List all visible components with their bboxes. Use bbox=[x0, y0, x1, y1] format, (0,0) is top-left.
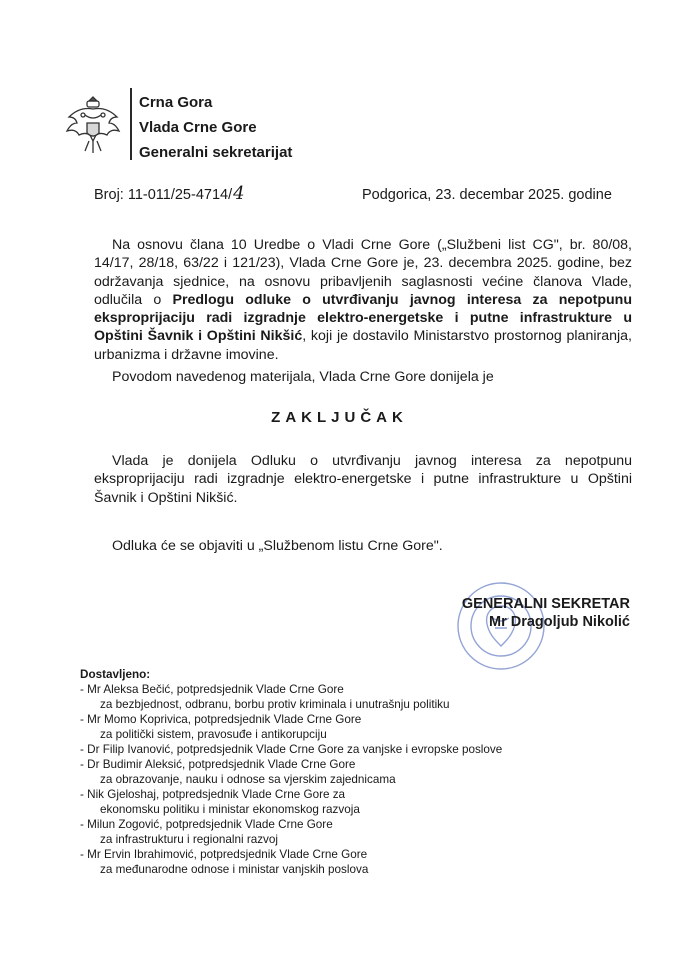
header-divider bbox=[130, 88, 132, 160]
list-item-line: - Milun Zogović, potpredsjednik Vlade Crne Gore bbox=[80, 818, 333, 831]
header-secretariat: Generalni sekretarijat bbox=[139, 144, 293, 161]
list-item-line: - Mr Momo Koprivica, potpredsjednik Vlade Crne Gore bbox=[80, 713, 362, 726]
paragraph-decision bbox=[94, 452, 632, 507]
header-government: Vlada Crne Gore bbox=[139, 119, 257, 136]
paragraph-publication bbox=[94, 537, 632, 555]
signature-name: Mr Dragoljub Nikolić bbox=[489, 614, 630, 630]
paragraph-legal-basis-text: Na osnovu člana 10 Uredbe o Vladi Crne Gore („Službeni list CG", br. 80/08, 14/17, 28/18, 63/22 i 121/23), Vlada Crne Gore je, 23. decembra 2025. godine, bez održavanja sjednice, na osnovu pribavljenih saglasnosti većine članova Vlade, odlučila o bbox=[94, 237, 632, 308]
list-item-sub: za infrastrukturu i regionalni razvoj bbox=[100, 833, 278, 846]
conclusion-heading: ZAKLJUČAK bbox=[271, 409, 408, 426]
list-item-sub: za obrazovanje, nauku i odnose sa vjerskim zajednicama bbox=[100, 773, 396, 786]
paragraph-decision-text: Vlada je donijela Odluku o utvrđivanju javnog interesa za nepotpunu eksproprijaciju radi izgradnje elektro-energetske i putne infrastrukture u Opštini Šavnik i Opštini Nikšić. bbox=[94, 453, 632, 506]
list-item bbox=[80, 682, 620, 712]
list-item-sub: za međunarodne odnose i ministar vanjskih poslova bbox=[100, 863, 369, 876]
list-item-line: - Mr Ervin Ibrahimović, potpredsjednik Vlade Crne Gore bbox=[80, 848, 368, 861]
paragraph-legal-basis bbox=[94, 236, 632, 364]
signature-title: GENERALNI SEKRETAR bbox=[461, 596, 630, 612]
reference-handwritten-suffix: 4 bbox=[233, 183, 245, 204]
header-country: Crna Gora bbox=[139, 94, 213, 111]
list-item bbox=[80, 817, 620, 847]
list-item-line: - Dr Filip Ivanović, potpredsjednik Vlade Crne Gore za vanjske i evropske poslove bbox=[80, 743, 503, 756]
paragraph-adoption bbox=[94, 368, 632, 386]
distribution-list bbox=[80, 667, 620, 877]
list-item-sub: za bezbjednost, odbranu, borbu protiv kriminala i unutrašnju politiku bbox=[100, 698, 450, 711]
list-item bbox=[80, 787, 620, 817]
reference-number-text: Broj: 11-011/25-4714/ bbox=[94, 187, 233, 203]
paragraph-adoption-text: Povodom navedenog materijala, Vlada Crne Gore donijela je bbox=[112, 369, 494, 385]
list-item-line: - Dr Budimir Aleksić, potpredsjednik Vlade Crne Gore bbox=[80, 758, 356, 771]
list-item-line: - Mr Aleksa Bečić, potpredsjednik Vlade Crne Gore bbox=[80, 683, 344, 696]
reference-number bbox=[94, 183, 245, 204]
paragraph-publication-text: Odluka će se objaviti u „Službenom listu Crne Gore". bbox=[112, 538, 443, 554]
list-item bbox=[80, 847, 620, 877]
paragraph-legal-basis-end: , koji je dostavilo Ministarstvo prostornog planiranja, urbanizma i državne imovine. bbox=[94, 328, 632, 363]
place-date: Podgorica, 23. decembar 2025. godine bbox=[362, 187, 612, 203]
list-item-sub: ekonomsku politiku i ministar ekonomskog razvoja bbox=[100, 803, 360, 816]
proposal-title: Predlogu odluke o utvrđivanju javnog interesa za nepotpunu eksproprijaciju radi izgradnje elektro-energetske i putne infrastrukture u Opštini Šavnik i Opštini Nikšić bbox=[94, 291, 633, 345]
list-item bbox=[80, 757, 620, 787]
signature-block bbox=[410, 595, 630, 631]
montenegro-coat-of-arms-icon bbox=[63, 93, 123, 157]
list-item-sub: za politički sistem, pravosuđe i antikorupciju bbox=[100, 728, 327, 741]
list-item bbox=[80, 742, 620, 757]
list-item-line: - Nik Gjeloshaj, potpredsjednik Vlade Crne Gore za bbox=[80, 788, 346, 801]
institution-header bbox=[139, 90, 292, 165]
distribution-title: Dostavljeno: bbox=[80, 668, 151, 681]
list-item bbox=[80, 712, 620, 742]
